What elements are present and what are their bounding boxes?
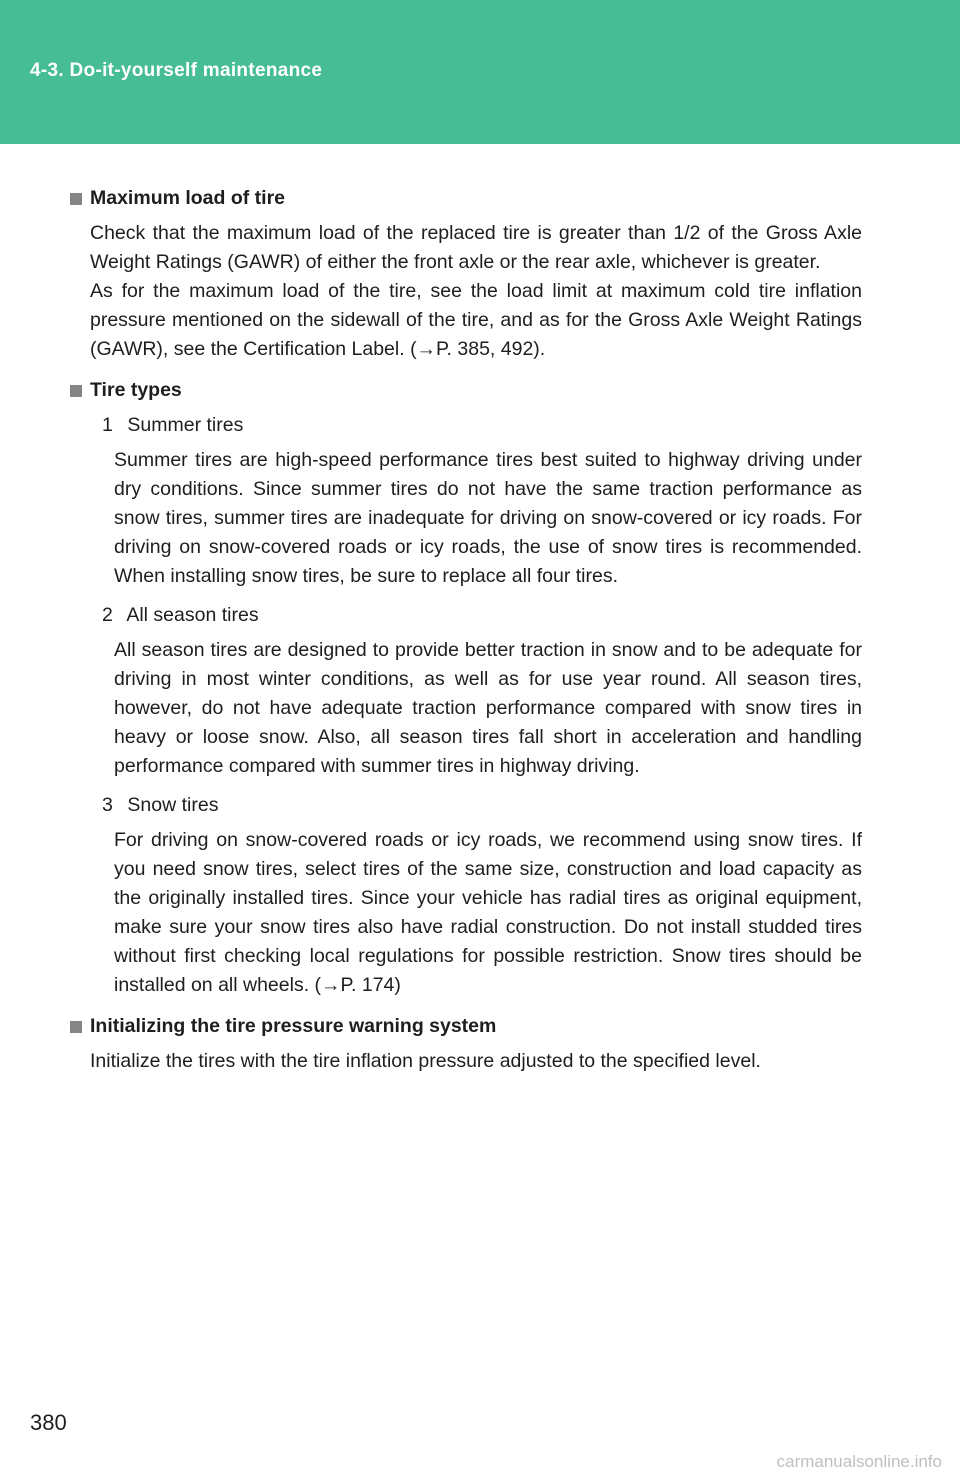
page-number: 380: [30, 1410, 67, 1435]
item-number: 1: [102, 414, 113, 436]
list-item: [70, 601, 862, 781]
item-body: For driving on snow-covered roads or icy roads, we recommend using snow tires. If you need snow tires, select tires of the same size, construction and load capacity as the originally installed tires. Since your vehicle has radial tires as original equipment, make sure your snow tires also have radial construction. Do not install studded tires without first checking local regulations for possible restriction. Snow tires should be installed on all wheels. (→P. 174): [114, 829, 862, 996]
paragraph: Check that the maximum load of the replaced tire is greater than 1/2 of the Gross Axle Weight Ratings (GAWR) of either the front axle or the rear axle, whichever is greater.: [90, 222, 862, 273]
heading-text: Initializing the tire pressure warning system: [90, 1015, 497, 1037]
paragraph: As for the maximum load of the tire, see the load limit at maximum cold tire inflation pressure mentioned on the sidewall of the tire, and as for the Gross Axle Weight Ratings (GAWR), see the Certification Label. (→P. 385, 492).: [90, 280, 862, 360]
section-maximum-load: [70, 184, 862, 364]
square-bullet-icon: [70, 193, 82, 205]
section-tire-pressure-warning: [70, 1012, 862, 1076]
item-title: Summer tires: [127, 414, 244, 436]
item-heading: [102, 601, 862, 630]
chapter-title: 4-3. Do-it-yourself maintenance: [30, 60, 323, 81]
list-item: [70, 791, 862, 1000]
list-item: [70, 411, 862, 591]
page-content: [70, 184, 862, 1088]
square-bullet-icon: [70, 385, 82, 397]
paragraph: Initialize the tires with the tire inflation pressure adjusted to the specified level.: [90, 1050, 761, 1072]
section-heading: [70, 376, 862, 405]
item-title: Snow tires: [127, 794, 219, 816]
item-number: 3: [102, 794, 113, 816]
item-body: All season tires are designed to provide better traction in snow and to be adequate for driving in most winter conditions, as well as for use year round. All season tires, however, do not have adequate traction performance compared with snow tires in heavy or loose snow. Also, all season tires fall short in acceleration and handling performance compared with summer tires in highway driving.: [114, 639, 862, 777]
square-bullet-icon: [70, 1021, 82, 1033]
heading-text: Maximum load of tire: [90, 187, 286, 209]
section-heading: [70, 1012, 862, 1041]
item-title: All season tires: [126, 604, 259, 626]
item-body: Summer tires are high-speed performance tires best suited to highway driving under dry conditions. Since summer tires do not have the same traction performance as snow tires, summer tires are inadequate for driving on snow-covered or icy roads. For driving on snow-covered roads or icy roads, the use of snow tires is recommended. When installing snow tires, be sure to replace all four tires.: [114, 449, 862, 587]
item-heading: [102, 411, 862, 440]
section-heading: [70, 184, 862, 213]
watermark: carmanualsonline.info: [776, 1452, 942, 1471]
chapter-header-band: [0, 0, 960, 144]
heading-text: Tire types: [90, 379, 182, 401]
item-heading: [102, 791, 862, 820]
item-number: 2: [102, 604, 113, 626]
section-tire-types: [70, 376, 862, 1000]
